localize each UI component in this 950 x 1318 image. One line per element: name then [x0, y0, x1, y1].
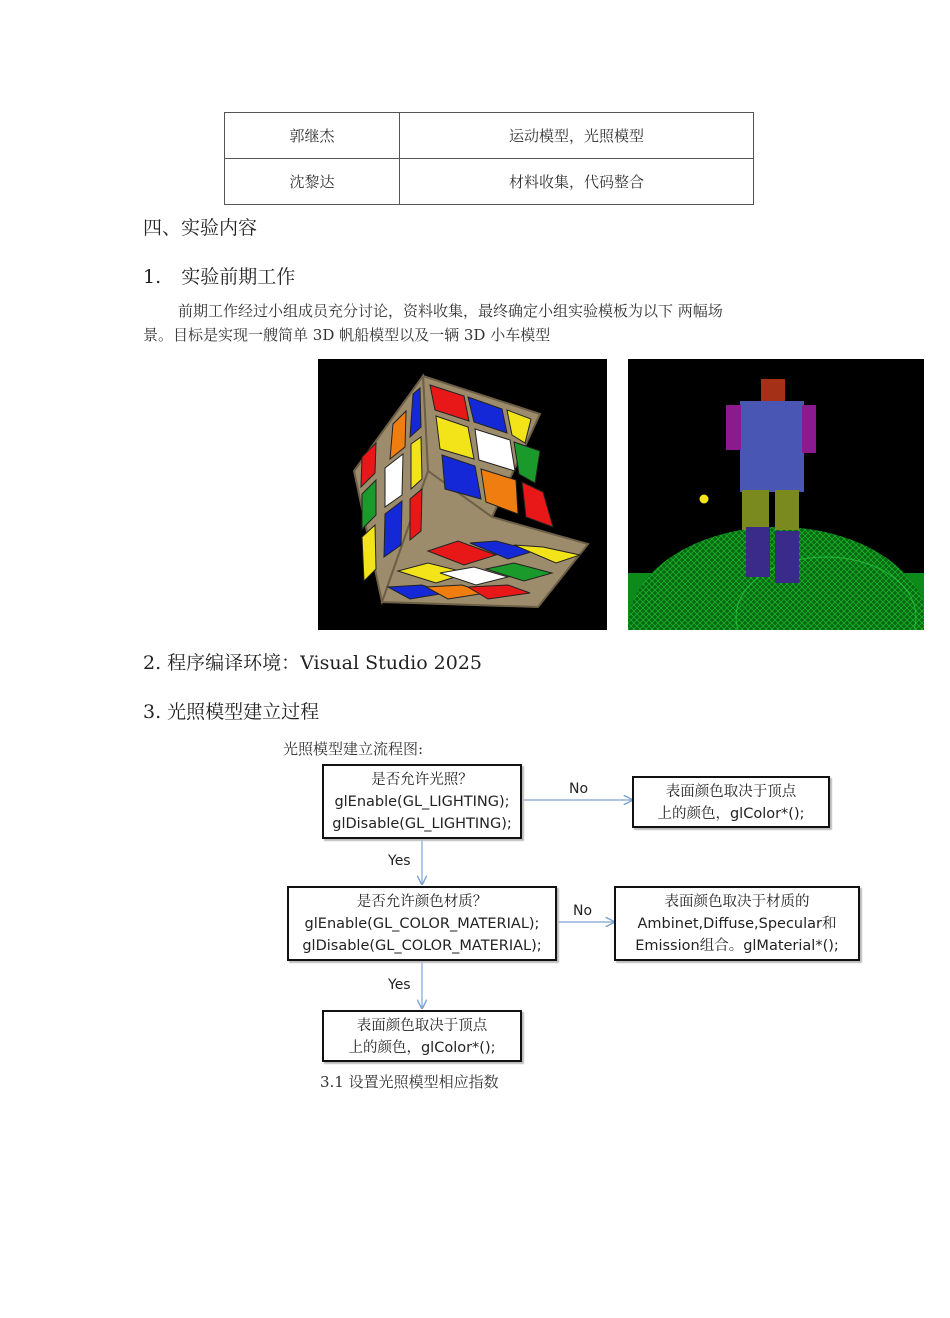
box-line: Ambinet,Diffuse,Specular和 — [637, 916, 837, 932]
member-name-cell: 郭继杰 — [225, 113, 400, 159]
box-line: 是否允许光照？ — [371, 772, 473, 788]
box-line: 上的颜色，glColor*(); — [348, 1040, 496, 1056]
yes-label: Yes — [388, 853, 411, 869]
box-line: glEnable(GL_LIGHTING); — [334, 794, 510, 810]
yes-label: Yes — [388, 977, 411, 993]
member-task-cell: 材料收集，代码整合 — [400, 159, 754, 205]
member-task-cell: 运动模型，光照模型 — [400, 113, 754, 159]
no-label: No — [569, 781, 589, 797]
no-label: No — [573, 903, 593, 919]
box-line: glEnable(GL_COLOR_MATERIAL); — [304, 916, 540, 932]
box-line: 表面颜色取决于顶点 — [665, 784, 797, 800]
material-color-box — [614, 886, 860, 961]
figure-caption: 3.1 设置光照模型相应指数 — [320, 1073, 499, 1091]
box-line: glDisable(GL_COLOR_MATERIAL); — [302, 938, 542, 954]
vertex-color-box-2 — [322, 1010, 522, 1062]
paragraph-line: 前期工作经过小组成员充分讨论，资料收集，最终确定小组实验模板为以下 两幅场 — [178, 302, 723, 320]
box-line: 是否允许颜色材质？ — [356, 894, 488, 910]
box-line: 表面颜色取决于顶点 — [356, 1018, 488, 1034]
box-line: Emission组合。glMaterial*(); — [635, 938, 839, 954]
box-line: 表面颜色取决于材质的 — [664, 894, 810, 910]
subsection-number: 1. — [143, 266, 162, 288]
box-line: glDisable(GL_LIGHTING); — [332, 816, 512, 832]
paragraph-line: 景。目标是实现一艘简单 3D 帆船模型以及一辆 3D 小车模型 — [143, 326, 551, 344]
subsection-2-heading: 2. 程序编译环境：Visual Studio 2025 — [143, 652, 483, 674]
vertex-color-box — [632, 776, 830, 828]
color-material-decision-box — [287, 886, 557, 961]
subsection-title: 实验前期工作 — [181, 266, 296, 288]
box-line: 上的颜色，glColor*(); — [657, 806, 805, 822]
member-name-cell: 沈黎达 — [225, 159, 400, 205]
subsection-3-heading: 3. 光照模型建立过程 — [143, 701, 320, 723]
section-heading: 四、实验内容 — [143, 217, 258, 239]
lighting-decision-box — [322, 764, 522, 839]
flowchart-title: 光照模型建立流程图: — [283, 740, 424, 758]
